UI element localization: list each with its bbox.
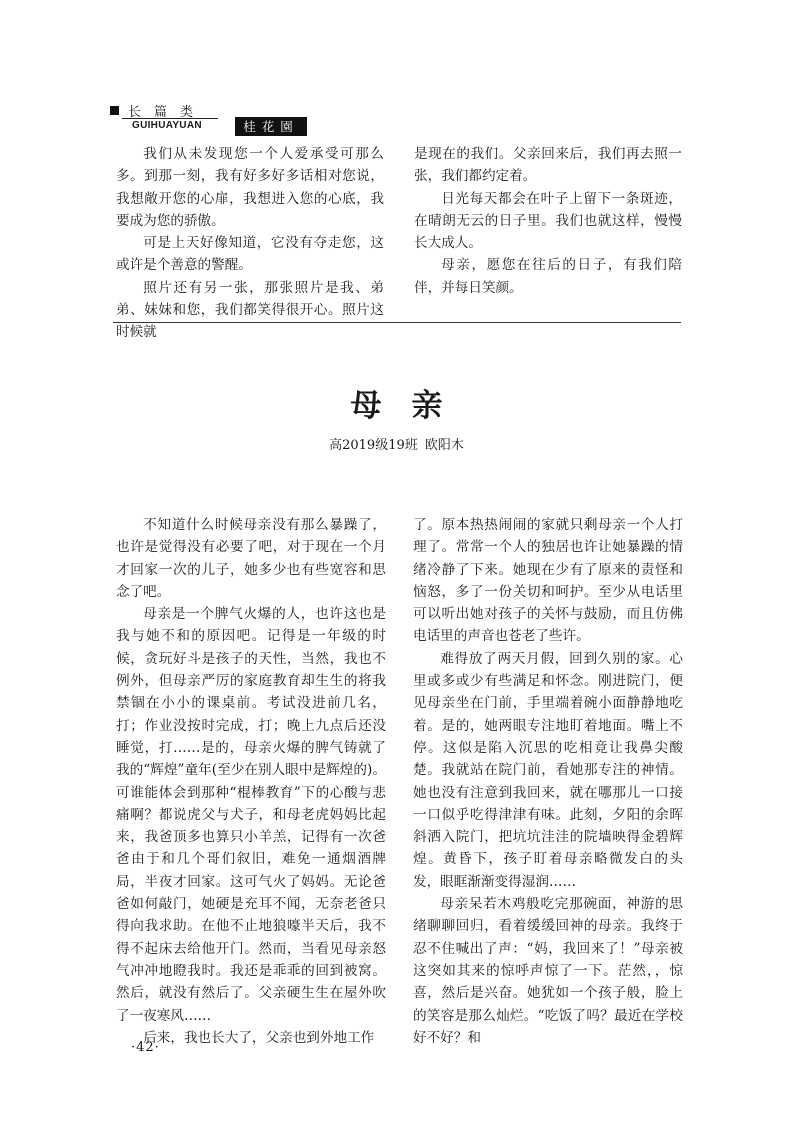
paragraph: 照片还有另一张，那张照片是我、弟弟、妹妹和您，我们都笑得很开心。照片这时候就 [116,279,384,341]
article-title: 母亲 [350,388,473,424]
article-right-column [413,514,683,1049]
paragraph: 母亲是一个脾气火爆的人，也许这也是我与她不和的原因吧。记得是一年级的时候，贪玩好斗是孩子的天性，当然，我也不例外，但母亲严厉的家庭教育却生生的将我禁锢在小小的课桌前。考试没进前几名，打；作业没按时完成，打；晚上九点后还没睡觉，打……是的，母亲火爆的脾气铸就了我的“辉煌”童年(至少在别人眼中是辉煌的)。可谁能体会到那种“棍棒教育”下的心酸与悲痛啊？都说虎父与犬子，和母老虎妈妈比起来，我爸顶多也算只小羊羔，记得有一次爸爸由于和几个哥们叙旧，难免一通烟酒牌局，半夜才回家。这可气火了妈妈。无论爸爸如何敲门，她硬是充耳不闻，无奈老爸只得向我求助。在他不止地狼嚎半天后，我不得不起床去给他开门。然而，当看见母亲怒气冲冲地瞪我时。我还是乖乖的回到被窝。然后，就没有然后了。父亲硬生生在屋外吹了一夜寒风…… [116,606,386,1024]
top-article-right-column [414,143,682,299]
header-square-mark [110,106,119,115]
paragraph: 不知道什么时候母亲没有那么暴躁了，也许是觉得没有必要了吧，对于现在一个月才回家一次的儿子，她多少也有些宽容和思念了吧。 [116,517,386,600]
top-article-left-column [116,143,384,344]
page-header [108,100,408,140]
paragraph: 难得放了两天月假，回到久别的家。心里或多或少有些满足和怀念。刚进院门，便见母亲坐在门前，手里端着碗小面静静地吃着。是的，她两眼专注地盯着地面。嘴上不停。这似是陷入沉思的吃相竟让我鼻尖酸楚。我就站在院门前，看她那专注的神情。她也没有注意到我回来，就在哪那儿一口接一口似乎吃得津津有味。此刻，夕阳的余晖斜洒入院门，把坑坑洼洼的院墙映得金碧辉煌。黄昏下，孩子盯着母亲略微发白的头发，眼眶渐渐变得湿润…… [413,650,683,890]
paragraph: 母亲呆若木鸡般吃完那碗面，神游的思绪聊聊回归，看着缓缓回神的母亲。我终于忍不住喊出了声：“妈，我回来了！”母亲被这突如其来的惊呼声惊了一下。茫然，，惊喜，然后是兴奋。她犹如一个孩子般，脸上的笑容是那么灿烂。“吃饭了吗？最近在学校好不好？和 [413,896,683,1046]
page-number: ·42· [131,1040,160,1055]
paragraph: 了。原本热热闹闹的家就只剩母亲一个人打理了。常常一个人的独居也许让她暴躁的情绪冷静了下来。她现在少有了原来的责怪和恼怒，多了一份关切和呵护。至少从电话里可以听出她对孩子的关怀与鼓励，而且仿佛电话里的声音也苍老了些许。 [413,517,683,645]
paragraph: 日光每天都会在叶子上留下一条斑迹，在晴朗无云的日子里。我们也就这样，慢慢长大成人。 [414,190,682,252]
paragraph: 我们从未发现您一个人爱承受可那么多。到那一刻，我有好多好多话相对您说，我想敞开您的心扉，我想进入您的心底，我要成为您的骄傲。 [116,146,384,229]
header-english-title: GUIHUAYUAN [132,120,202,131]
paragraph: 可是上天好像知道，它没有夺走您，这或许是个善意的警醒。 [116,235,384,274]
header-rule [122,118,218,119]
paragraph: 是现在的我们。父亲回来后，我们再去照一张，我们都约定着。 [414,146,682,185]
header-column-badge: 桂花園 [235,117,307,136]
paragraph: 母亲，愿您在往后的日子，有我们陪伴，并每日笑颜。 [414,257,682,296]
article-byline: 高2019级19班 欧阳木 [329,438,464,453]
header-category: 长篇类 [128,105,207,120]
section-divider [113,322,681,323]
paragraph: 后来，我也长大了，父亲也到外地工作 [143,1029,375,1046]
article-left-column [116,514,386,1049]
